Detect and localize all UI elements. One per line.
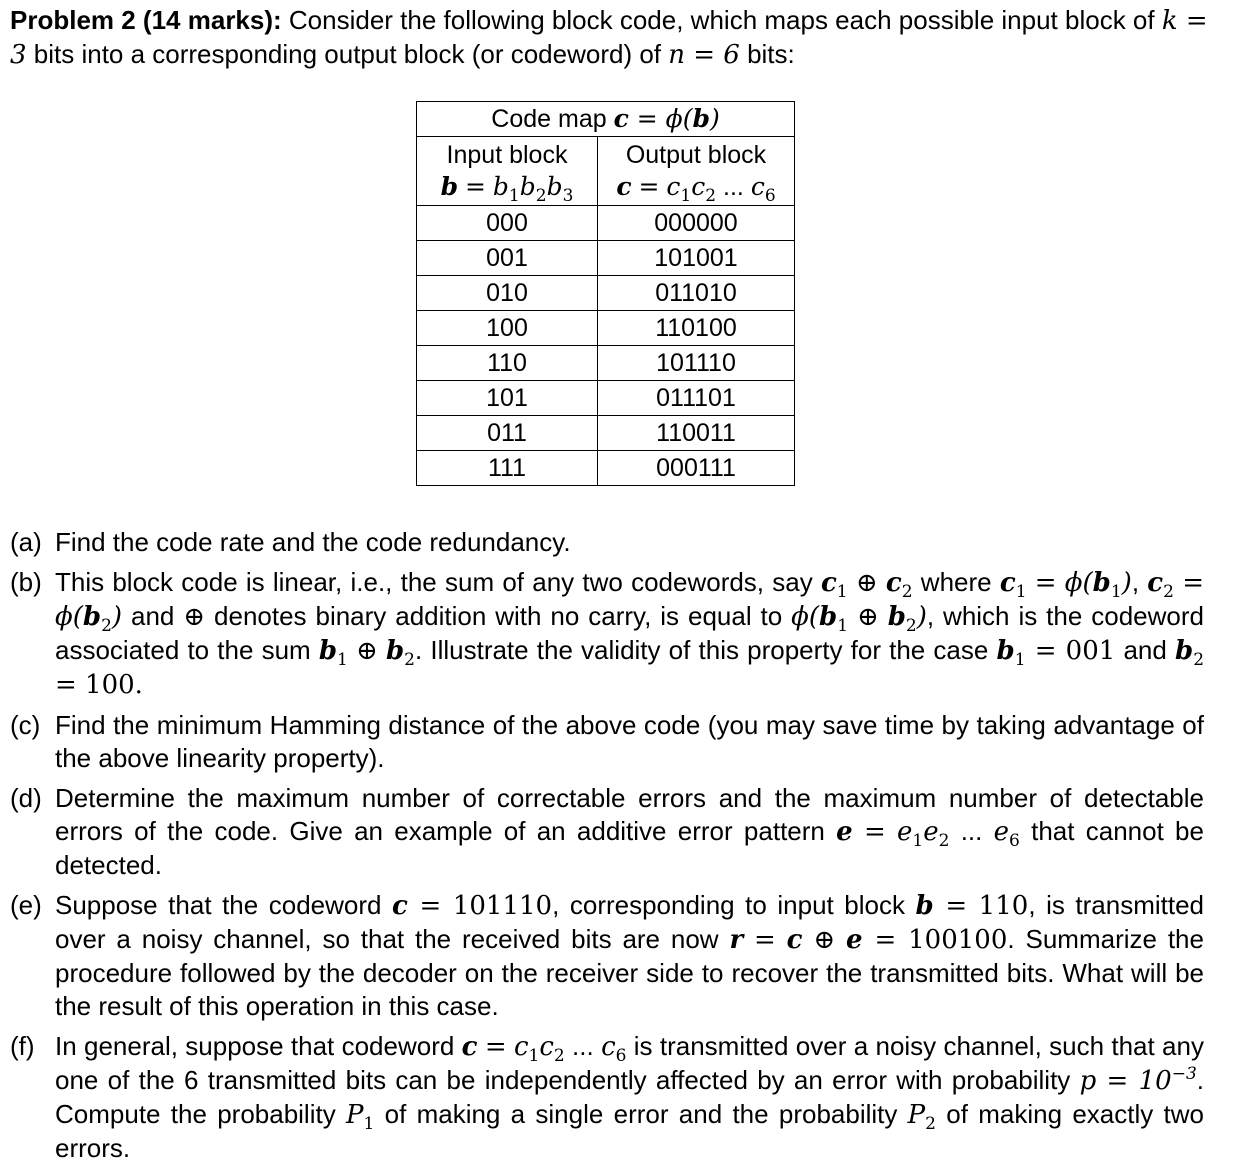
part-f: (f) In general, suppose that codeword $c = c_1c_2$ ... $c_6$ is transmitted over a noisy channel, such that any one of the 6 transmitted bits can be independently affected by an error with probability $p = 10^{-3}$. Compute the probability $P_1$ of making a single error and the probability $P_2$ of making exactly two errors. [10,1031,1205,1163]
input-block-header: Input block $b = b_1b_2b_3$ [417,137,598,206]
problem-intro: Problem 2 (14 marks): Consider the following block code, which maps each possible input block of k = 3 bits into a corresponding output block (or codeword) of n = 6 bits: [10,5,1208,70]
table-row: 011 110011 [417,416,795,451]
table-row: 000 000000 [417,206,795,241]
part-a: (a) Find the code rate and the code redundancy. [10,527,571,557]
question-parts [10,526,1204,1172]
part-c: (c) Find the minimum Hamming distance of the above code (you may save time by taking advantage of the above linearity property). [10,710,1204,773]
part-b: (b) This block code is linear, i.e., the sum of any two codewords, say $c_1$ ⊕ $c_2$ where $c_1 = \phi(b_1)$, $c_2 = \phi(b_2)$ and ⊕ denotes binary addition with no carry, is equal to $\phi(b_1$ ⊕ $b_2$), which is the codeword associated to the sum $b_1$ ⊕ $b_2$. Illustrate the validity of this property for the case $b_1 = 001$ and $b_2 = 100$. [10,567,1205,700]
table-row: 110 101110 [417,346,795,381]
code-map-table [416,101,795,486]
table-row: 010 011010 [417,276,795,311]
table-title-row [417,102,795,137]
part-d: (d) Determine the maximum number of correctable errors and the maximum number of detectable errors of the code. Give an example of an additive error pattern $e = e_1e_2$ ... $e_6$ that cannot be detected. [10,783,1204,880]
output-block-header: Output block $c = c_1c_2$ ... $c_6$ [598,137,795,206]
n-equation: n = 6 [668,40,740,70]
table-row: 001 101001 [417,241,795,276]
table-row: 111 000111 [417,451,795,486]
table-header-row [417,137,795,206]
table-row: 100 110100 [417,311,795,346]
table-row: 101 011101 [417,381,795,416]
k-equation: k = 3 [10,6,1208,70]
table-title: Code map c = ϕ(b) [417,102,795,137]
problem-heading: Problem 2 (14 marks): [10,5,282,35]
part-e: (e) Suppose that the codeword c = 101110, corresponding to input block b = 110, is transmitted over a noisy channel, so that the received bits are now r = c ⊕ e = 100100. Summarize the procedure followed by the decoder on the receiver side to recover the transmitted bits. What will be the result of this operation in this case. [10,890,1204,1021]
